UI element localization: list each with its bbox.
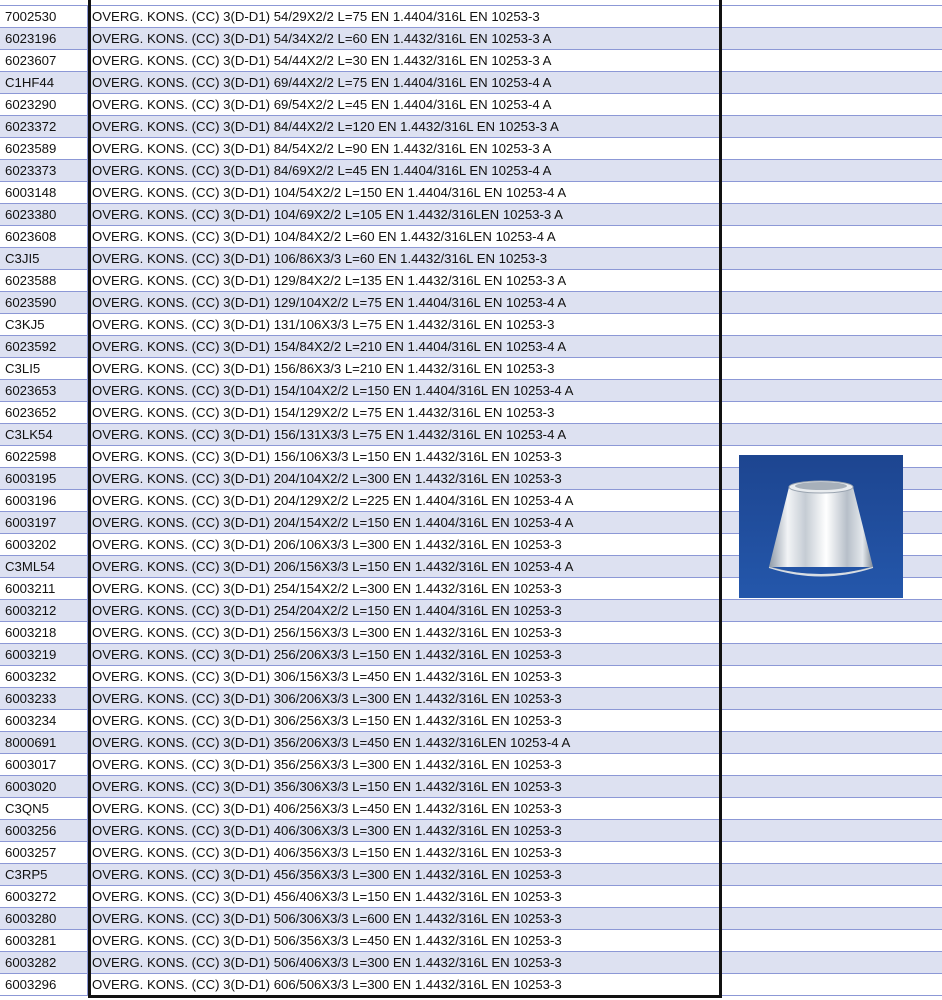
empty-cell[interactable] bbox=[722, 776, 942, 798]
item-code-cell[interactable]: 6023588 bbox=[0, 270, 88, 292]
item-code-cell[interactable]: 6003211 bbox=[0, 578, 88, 600]
item-code-cell[interactable]: 6003017 bbox=[0, 754, 88, 776]
table-row bbox=[0, 974, 942, 996]
empty-cell[interactable] bbox=[722, 886, 942, 908]
item-code-cell[interactable]: 6003234 bbox=[0, 710, 88, 732]
item-code-cell[interactable]: 6003296 bbox=[0, 974, 88, 996]
item-code-cell[interactable]: 6023290 bbox=[0, 94, 88, 116]
table-row bbox=[0, 600, 942, 622]
description-cell[interactable]: OVERG. KONS. (CC) 3(D-D1) 356/206X3/3 L=450 EN 1.4432/316LEN 10253-4 A bbox=[88, 732, 722, 754]
description-cell[interactable]: OVERG. KONS. (CC) 3(D-D1) 456/406X3/3 L=150 EN 1.4432/316L EN 10253-3 bbox=[88, 886, 722, 908]
item-code-cell[interactable]: C3LI5 bbox=[0, 358, 88, 380]
empty-cell[interactable] bbox=[722, 710, 942, 732]
description-cell[interactable]: OVERG. KONS. (CC) 3(D-D1) 204/104X2/2 L=300 EN 1.4432/316L EN 10253-3 bbox=[88, 468, 722, 490]
description-cell[interactable]: OVERG. KONS. (CC) 3(D-D1) 206/156X3/3 L=150 EN 1.4432/316L EN 10253-4 A bbox=[88, 556, 722, 578]
table-row bbox=[0, 732, 942, 754]
empty-cell[interactable] bbox=[722, 94, 942, 116]
description-cell[interactable]: OVERG. KONS. (CC) 3(D-D1) 84/69X2/2 L=45 EN 1.4404/316L EN 10253-4 A bbox=[88, 160, 722, 182]
item-code-cell[interactable]: C3QN5 bbox=[0, 798, 88, 820]
description-cell[interactable]: OVERG. KONS. (CC) 3(D-D1) 54/34X2/2 L=60 EN 1.4432/316L EN 10253-3 A bbox=[88, 28, 722, 50]
empty-cell[interactable] bbox=[722, 292, 942, 314]
item-code-cell[interactable]: C3ML54 bbox=[0, 556, 88, 578]
empty-cell[interactable] bbox=[722, 226, 942, 248]
table-row bbox=[0, 424, 942, 446]
table-row bbox=[0, 248, 942, 270]
description-cell[interactable]: OVERG. KONS. (CC) 3(D-D1) 204/154X2/2 L=150 EN 1.4404/316L EN 10253-4 A bbox=[88, 512, 722, 534]
partial-row-above bbox=[0, 0, 942, 6]
table-row bbox=[0, 710, 942, 732]
concentric-reducer-image bbox=[739, 455, 903, 598]
description-cell[interactable]: OVERG. KONS. (CC) 3(D-D1) 406/356X3/3 L=150 EN 1.4432/316L EN 10253-3 bbox=[88, 842, 722, 864]
item-code-cell[interactable]: 6003196 bbox=[0, 490, 88, 512]
description-cell[interactable]: OVERG. KONS. (CC) 3(D-D1) 156/131X3/3 L=75 EN 1.4432/316L EN 10253-4 A bbox=[88, 424, 722, 446]
item-code-cell[interactable]: 6003232 bbox=[0, 666, 88, 688]
item-code-cell[interactable]: 6023196 bbox=[0, 28, 88, 50]
item-code-cell[interactable]: 8000691 bbox=[0, 732, 88, 754]
description-cell[interactable]: OVERG. KONS. (CC) 3(D-D1) 406/256X3/3 L=450 EN 1.4432/316L EN 10253-3 bbox=[88, 798, 722, 820]
description-cell[interactable]: OVERG. KONS. (CC) 3(D-D1) 506/306X3/3 L=600 EN 1.4432/316L EN 10253-3 bbox=[88, 908, 722, 930]
table-row bbox=[0, 138, 942, 160]
empty-cell[interactable] bbox=[722, 314, 942, 336]
description-cell[interactable]: OVERG. KONS. (CC) 3(D-D1) 104/84X2/2 L=60 EN 1.4432/316LEN 10253-4 A bbox=[88, 226, 722, 248]
table-row bbox=[0, 644, 942, 666]
description-cell[interactable]: OVERG. KONS. (CC) 3(D-D1) 606/506X3/3 L=300 EN 1.4432/316L EN 10253-3 bbox=[88, 974, 722, 996]
empty-cell[interactable] bbox=[722, 754, 942, 776]
item-code-cell[interactable]: 6023590 bbox=[0, 292, 88, 314]
description-cell[interactable]: OVERG. KONS. (CC) 3(D-D1) 54/29X2/2 L=75 EN 1.4404/316L EN 10253-3 bbox=[88, 6, 722, 28]
item-code-cell[interactable]: 6003020 bbox=[0, 776, 88, 798]
empty-cell[interactable] bbox=[722, 50, 942, 72]
table-row bbox=[0, 50, 942, 72]
description-cell[interactable]: OVERG. KONS. (CC) 3(D-D1) 69/54X2/2 L=45 EN 1.4404/316L EN 10253-4 A bbox=[88, 94, 722, 116]
empty-cell[interactable] bbox=[722, 138, 942, 160]
empty-cell[interactable] bbox=[722, 908, 942, 930]
empty-cell[interactable] bbox=[722, 622, 942, 644]
item-code-cell[interactable]: 6023373 bbox=[0, 160, 88, 182]
empty-cell[interactable] bbox=[722, 952, 942, 974]
empty-cell[interactable] bbox=[722, 820, 942, 842]
item-code-cell[interactable]: 6023652 bbox=[0, 402, 88, 424]
item-code-cell[interactable]: 6003256 bbox=[0, 820, 88, 842]
table-row bbox=[0, 402, 942, 424]
description-cell[interactable]: OVERG. KONS. (CC) 3(D-D1) 206/106X3/3 L=300 EN 1.4432/316L EN 10253-3 bbox=[88, 534, 722, 556]
description-cell[interactable]: OVERG. KONS. (CC) 3(D-D1) 156/86X3/3 L=210 EN 1.4432/316L EN 10253-3 bbox=[88, 358, 722, 380]
empty-cell[interactable] bbox=[722, 798, 942, 820]
item-code-cell[interactable]: 6003233 bbox=[0, 688, 88, 710]
item-code-cell[interactable]: 6003257 bbox=[0, 842, 88, 864]
description-cell[interactable]: OVERG. KONS. (CC) 3(D-D1) 154/84X2/2 L=210 EN 1.4404/316L EN 10253-4 A bbox=[88, 336, 722, 358]
empty-cell[interactable] bbox=[722, 358, 942, 380]
description-cell[interactable]: OVERG. KONS. (CC) 3(D-D1) 154/129X2/2 L=75 EN 1.4432/316L EN 10253-3 bbox=[88, 402, 722, 424]
empty-cell[interactable] bbox=[722, 864, 942, 886]
item-code-cell[interactable]: 6023608 bbox=[0, 226, 88, 248]
table-row bbox=[0, 182, 942, 204]
table-row bbox=[0, 160, 942, 182]
table-row bbox=[0, 754, 942, 776]
description-cell[interactable]: OVERG. KONS. (CC) 3(D-D1) 456/356X3/3 L=300 EN 1.4432/316L EN 10253-3 bbox=[88, 864, 722, 886]
empty-cell[interactable] bbox=[722, 72, 942, 94]
empty-cell[interactable] bbox=[722, 688, 942, 710]
description-cell[interactable]: OVERG. KONS. (CC) 3(D-D1) 54/44X2/2 L=30 EN 1.4432/316L EN 10253-3 A bbox=[88, 50, 722, 72]
item-code-cell[interactable]: 6023372 bbox=[0, 116, 88, 138]
description-cell[interactable]: OVERG. KONS. (CC) 3(D-D1) 356/306X3/3 L=150 EN 1.4432/316L EN 10253-3 bbox=[88, 776, 722, 798]
description-cell[interactable]: OVERG. KONS. (CC) 3(D-D1) 84/44X2/2 L=120 EN 1.4432/316L EN 10253-3 A bbox=[88, 116, 722, 138]
item-code-cell[interactable]: 6023607 bbox=[0, 50, 88, 72]
description-cell[interactable]: OVERG. KONS. (CC) 3(D-D1) 256/206X3/3 L=150 EN 1.4432/316L EN 10253-3 bbox=[88, 644, 722, 666]
description-cell[interactable]: OVERG. KONS. (CC) 3(D-D1) 356/256X3/3 L=300 EN 1.4432/316L EN 10253-3 bbox=[88, 754, 722, 776]
table-row bbox=[0, 622, 942, 644]
table-row bbox=[0, 358, 942, 380]
table-row bbox=[0, 292, 942, 314]
table-row bbox=[0, 94, 942, 116]
empty-cell[interactable] bbox=[722, 248, 942, 270]
table-row bbox=[0, 820, 942, 842]
item-code-cell[interactable]: 6003282 bbox=[0, 952, 88, 974]
item-code-cell[interactable]: 6022598 bbox=[0, 446, 88, 468]
table-row bbox=[0, 908, 942, 930]
item-code-cell[interactable]: 6003202 bbox=[0, 534, 88, 556]
empty-cell[interactable] bbox=[722, 842, 942, 864]
description-cell[interactable]: OVERG. KONS. (CC) 3(D-D1) 104/69X2/2 L=105 EN 1.4432/316LEN 10253-3 A bbox=[88, 204, 722, 226]
table-row bbox=[0, 270, 942, 292]
item-code-cell[interactable]: C3RP5 bbox=[0, 864, 88, 886]
item-code-cell[interactable]: 6003218 bbox=[0, 622, 88, 644]
description-cell[interactable]: OVERG. KONS. (CC) 3(D-D1) 69/44X2/2 L=75 EN 1.4404/316L EN 10253-4 A bbox=[88, 72, 722, 94]
empty-cell[interactable] bbox=[722, 930, 942, 952]
empty-cell[interactable] bbox=[722, 402, 942, 424]
item-code-cell[interactable]: 6003219 bbox=[0, 644, 88, 666]
empty-cell[interactable] bbox=[722, 732, 942, 754]
item-code-cell[interactable]: 6003195 bbox=[0, 468, 88, 490]
empty-cell[interactable] bbox=[722, 182, 942, 204]
description-cell[interactable]: OVERG. KONS. (CC) 3(D-D1) 156/106X3/3 L=150 EN 1.4432/316L EN 10253-3 bbox=[88, 446, 722, 468]
table-row bbox=[0, 842, 942, 864]
empty-cell[interactable] bbox=[722, 160, 942, 182]
empty-cell[interactable] bbox=[722, 974, 942, 996]
table-row bbox=[0, 336, 942, 358]
item-code-cell[interactable]: 6023380 bbox=[0, 204, 88, 226]
table-row bbox=[0, 688, 942, 710]
table-row bbox=[0, 798, 942, 820]
item-code-cell[interactable]: C3JI5 bbox=[0, 248, 88, 270]
empty-cell[interactable] bbox=[722, 270, 942, 292]
table-row bbox=[0, 380, 942, 402]
item-code-cell[interactable]: 6003212 bbox=[0, 600, 88, 622]
table-row bbox=[0, 116, 942, 138]
item-code-cell[interactable]: 6003272 bbox=[0, 886, 88, 908]
description-cell[interactable]: OVERG. KONS. (CC) 3(D-D1) 406/306X3/3 L=300 EN 1.4432/316L EN 10253-3 bbox=[88, 820, 722, 842]
description-cell[interactable]: OVERG. KONS. (CC) 3(D-D1) 154/104X2/2 L=150 EN 1.4404/316L EN 10253-4 A bbox=[88, 380, 722, 402]
table-row bbox=[0, 6, 942, 28]
table-row bbox=[0, 886, 942, 908]
item-code-cell[interactable]: 6003148 bbox=[0, 182, 88, 204]
description-cell[interactable]: OVERG. KONS. (CC) 3(D-D1) 106/86X3/3 L=60 EN 1.4432/316L EN 10253-3 bbox=[88, 248, 722, 270]
empty-cell[interactable] bbox=[722, 666, 942, 688]
table-row bbox=[0, 864, 942, 886]
table-row bbox=[0, 204, 942, 226]
table-row bbox=[0, 314, 942, 336]
description-cell[interactable]: OVERG. KONS. (CC) 3(D-D1) 129/104X2/2 L=75 EN 1.4404/316L EN 10253-4 A bbox=[88, 292, 722, 314]
description-cell[interactable]: OVERG. KONS. (CC) 3(D-D1) 129/84X2/2 L=135 EN 1.4432/316L EN 10253-3 A bbox=[88, 270, 722, 292]
item-code-cell[interactable]: 6003197 bbox=[0, 512, 88, 534]
description-cell[interactable]: OVERG. KONS. (CC) 3(D-D1) 204/129X2/2 L=225 EN 1.4404/316L EN 10253-4 A bbox=[88, 490, 722, 512]
empty-cell[interactable] bbox=[722, 6, 942, 28]
empty-cell[interactable] bbox=[722, 644, 942, 666]
table-row bbox=[0, 28, 942, 50]
empty-cell[interactable] bbox=[722, 336, 942, 358]
item-code-cell[interactable]: 6023592 bbox=[0, 336, 88, 358]
empty-cell[interactable] bbox=[722, 600, 942, 622]
item-code-cell[interactable]: C3LK54 bbox=[0, 424, 88, 446]
description-cell[interactable]: OVERG. KONS. (CC) 3(D-D1) 104/54X2/2 L=150 EN 1.4404/316L EN 10253-4 A bbox=[88, 182, 722, 204]
table-row bbox=[0, 776, 942, 798]
item-code-cell[interactable]: 6023589 bbox=[0, 138, 88, 160]
table-row bbox=[0, 72, 942, 94]
item-code-cell[interactable]: 6003280 bbox=[0, 908, 88, 930]
item-code-cell[interactable]: 6003281 bbox=[0, 930, 88, 952]
cone-top-opening bbox=[795, 482, 847, 490]
description-cell[interactable]: OVERG. KONS. (CC) 3(D-D1) 306/256X3/3 L=150 EN 1.4432/316L EN 10253-3 bbox=[88, 710, 722, 732]
description-cell[interactable]: OVERG. KONS. (CC) 3(D-D1) 306/156X3/3 L=450 EN 1.4432/316L EN 10253-3 bbox=[88, 666, 722, 688]
item-code-cell[interactable]: C1HF44 bbox=[0, 72, 88, 94]
description-cell[interactable]: OVERG. KONS. (CC) 3(D-D1) 506/356X3/3 L=450 EN 1.4432/316L EN 10253-3 bbox=[88, 930, 722, 952]
item-code-cell[interactable]: 6023653 bbox=[0, 380, 88, 402]
description-cell[interactable]: OVERG. KONS. (CC) 3(D-D1) 306/206X3/3 L=300 EN 1.4432/316L EN 10253-3 bbox=[88, 688, 722, 710]
empty-cell[interactable] bbox=[722, 424, 942, 446]
table-row bbox=[0, 930, 942, 952]
description-cell[interactable]: OVERG. KONS. (CC) 3(D-D1) 84/54X2/2 L=90 EN 1.4432/316L EN 10253-3 A bbox=[88, 138, 722, 160]
description-cell[interactable]: OVERG. KONS. (CC) 3(D-D1) 131/106X3/3 L=75 EN 1.4432/316L EN 10253-3 bbox=[88, 314, 722, 336]
table-row bbox=[0, 666, 942, 688]
description-cell[interactable]: OVERG. KONS. (CC) 3(D-D1) 254/204X2/2 L=150 EN 1.4404/316L EN 10253-3 bbox=[88, 600, 722, 622]
empty-cell[interactable] bbox=[722, 116, 942, 138]
item-code-cell[interactable]: C3KJ5 bbox=[0, 314, 88, 336]
description-cell[interactable]: OVERG. KONS. (CC) 3(D-D1) 506/406X3/3 L=300 EN 1.4432/316L EN 10253-3 bbox=[88, 952, 722, 974]
empty-cell[interactable] bbox=[722, 28, 942, 50]
description-cell[interactable]: OVERG. KONS. (CC) 3(D-D1) 254/154X2/2 L=300 EN 1.4432/316L EN 10253-3 bbox=[88, 578, 722, 600]
item-code-cell[interactable]: 7002530 bbox=[0, 6, 88, 28]
table-row bbox=[0, 952, 942, 974]
description-cell[interactable]: OVERG. KONS. (CC) 3(D-D1) 256/156X3/3 L=300 EN 1.4432/316L EN 10253-3 bbox=[88, 622, 722, 644]
table-row bbox=[0, 226, 942, 248]
empty-cell[interactable] bbox=[722, 204, 942, 226]
empty-cell[interactable] bbox=[722, 380, 942, 402]
